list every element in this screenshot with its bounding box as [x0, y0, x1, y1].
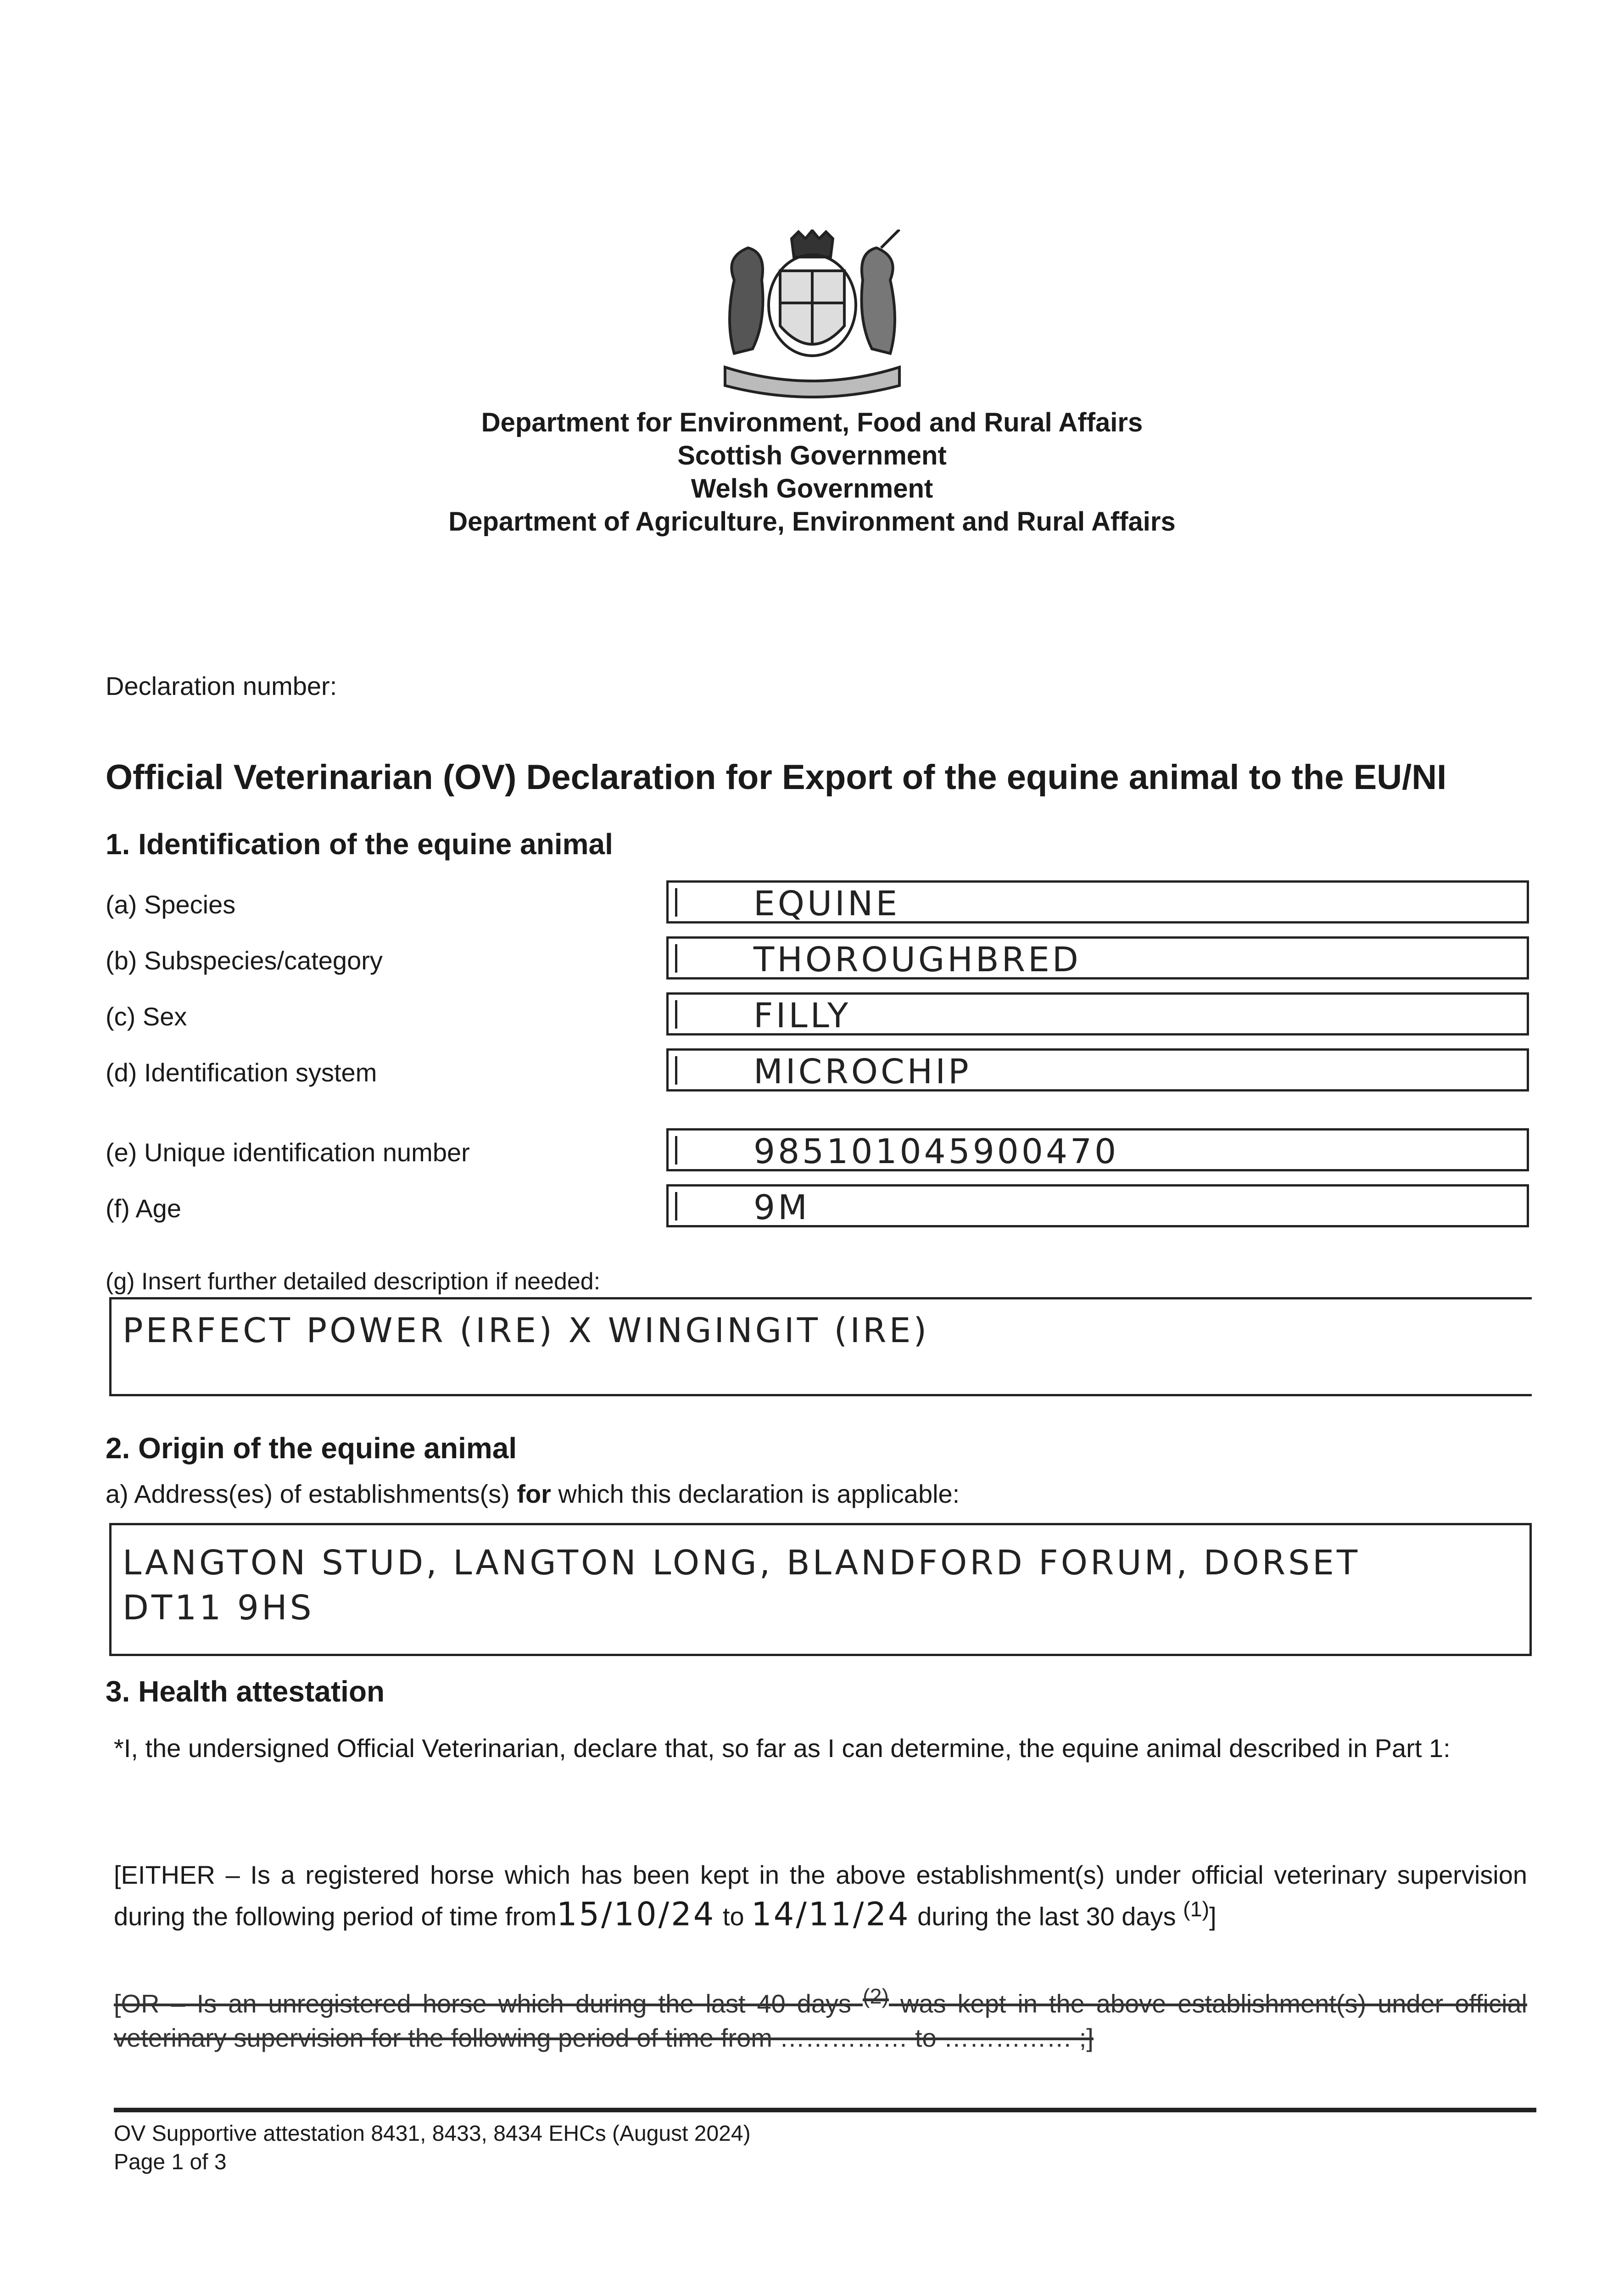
unique-id-value: 985101045900470 — [753, 1132, 1119, 1171]
subspecies-label: (b) Subspecies/category — [106, 946, 383, 975]
age-field[interactable] — [666, 1184, 1529, 1227]
from-date-value: 15/10/24 — [556, 1895, 716, 1933]
section-3-heading: 3. Health attestation — [106, 1675, 385, 1708]
to-date-value: 14/11/24 — [751, 1895, 910, 1933]
department-name-defra: Department for Environment, Food and Rural Affairs — [481, 408, 1143, 437]
section-2-heading: 2. Origin of the equine animal — [106, 1432, 517, 1465]
address-field[interactable] — [109, 1523, 1532, 1656]
address-line-1: LANGTON STUD, LANGTON LONG, BLANDFORD FORUM, DORSET — [123, 1543, 1361, 1583]
department-name-scottish-government: Scottish Government — [677, 441, 947, 470]
address-line-2: DT11 9HS — [123, 1588, 314, 1628]
footer-reference: OV Supportive attestation 8431, 8433, 8434 EHCs (August 2024) — [114, 2121, 751, 2146]
identification-system-field[interactable] — [666, 1048, 1529, 1092]
description-value: PERFECT POWER (IRE) X WINGINGIT (IRE) — [123, 1311, 930, 1350]
unique-id-label: (e) Unique identification number — [106, 1138, 470, 1167]
or-statement-struck: [OR – Is an unregistered horse which during the last 40 days $^{(2)}$ was kept in the above establishment(s) under official veterinary supervision for the following period of time from …………… to …………… ;] — [114, 1984, 1527, 2052]
declaration-number-label: Declaration number: — [106, 672, 337, 700]
page-number: Page 1 of 3 — [114, 2150, 227, 2174]
royal-coat-of-arms-icon — [707, 230, 918, 404]
sex-label: (c) Sex — [106, 1002, 187, 1031]
sex-field[interactable] — [666, 992, 1529, 1036]
either-statement: [EITHER – Is a registered horse which has been kept in the above establishment(s) under official veterinary supervision during the following period of time from15/10/24 to 14/11/24 during the last 30 days $^{(1)}$] — [114, 1860, 1527, 1933]
subspecies-field[interactable] — [666, 936, 1529, 980]
health-attestation-intro: *I, the undersigned Official Veterinarian, declare that, so far as I can determine, the equine animal described in Part 1: — [114, 1734, 1451, 1763]
species-label: (a) Species — [106, 890, 236, 919]
identification-system-value: MICROCHIP — [753, 1052, 971, 1092]
address-label: a) Address(es) of establishments(s) for which this declaration is applicable: — [106, 1479, 960, 1508]
sex-value: FILLY — [753, 996, 851, 1036]
department-name-daera: Department of Agriculture, Environment and Rural Affairs — [448, 507, 1176, 537]
section-1-heading: 1. Identification of the equine animal — [106, 828, 613, 861]
identification-system-label: (d) Identification system — [106, 1058, 377, 1087]
page-title: Official Veterinarian (OV) Declaration for Export of the equine animal to the EU/NI — [106, 758, 1447, 797]
unique-id-field[interactable] — [666, 1128, 1529, 1171]
age-label: (f) Age — [106, 1194, 181, 1223]
description-field[interactable] — [109, 1297, 1532, 1396]
species-value: EQUINE — [753, 884, 900, 924]
department-name-welsh-government: Welsh Government — [691, 474, 933, 504]
description-label: (g) Insert further detailed description if needed: — [106, 1268, 601, 1295]
species-field[interactable] — [666, 880, 1529, 924]
subspecies-value: THOROUGHBRED — [753, 940, 1081, 980]
age-value: 9M — [753, 1188, 810, 1227]
footer-divider — [114, 2108, 1536, 2112]
